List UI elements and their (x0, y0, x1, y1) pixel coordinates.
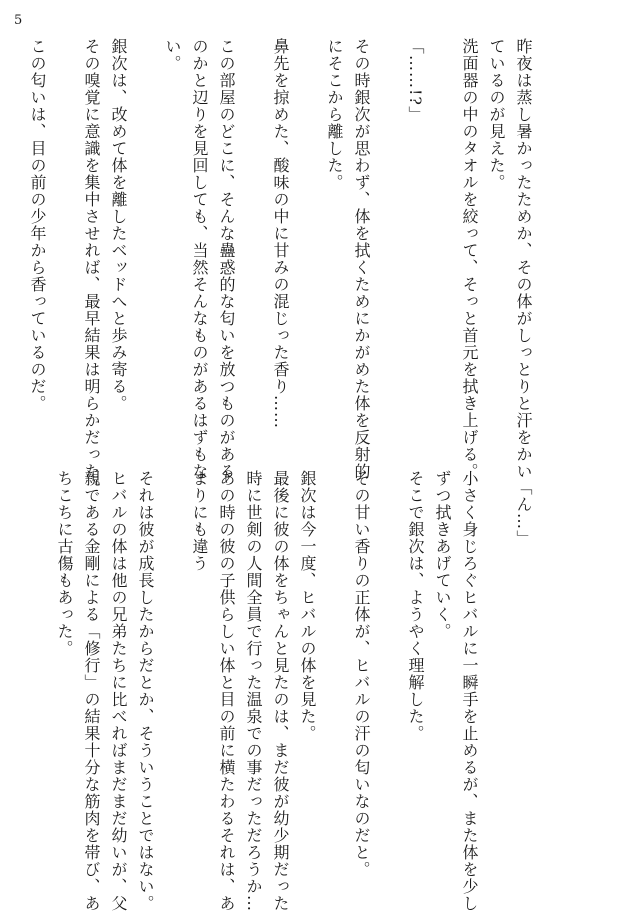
paragraph-gap (294, 38, 321, 418)
paragraph-gap (51, 38, 78, 418)
text-line: 銀次は、改めて体を離したベッドへと歩み寄る。 (109, 38, 128, 412)
text-line: あの時の彼の子供らしい体と目の前に横たわるそれは、あ (217, 470, 236, 912)
text-line: 鼻先を掠めた、酸味の中に甘みの混じった香り…… (271, 38, 290, 429)
text-line: この部屋のどこに、そんな蠱惑的な匂いを放つものがある (217, 38, 236, 480)
paragraph-gap (0, 38, 24, 418)
text-line: その時銀次が思わず、体を拭くためにかがめた体を反射的 (352, 38, 371, 480)
paragraph-gap (375, 470, 402, 855)
text-line: 親である金剛による「修行」の結果十分な筋肉を帯び、あ (82, 470, 101, 912)
text-line: 最後に彼の体をちゃんと見たのは、まだ彼が幼少期だった (271, 470, 290, 912)
text-line: それは彼が成長したからだとか、そういうことではない。 (136, 470, 155, 912)
page-number: 5 (14, 13, 23, 28)
text-line: 昨夜は蒸し暑かったためか、その体がしっとりと汗をかい (514, 38, 533, 480)
text-line: 洗面器の中のタオルを絞って、そっと首元を拭き上げる。 (460, 38, 479, 480)
text-block-upper (0, 38, 537, 497)
text-line: にそこから離した。 (325, 38, 344, 191)
paragraph-gap (132, 38, 159, 418)
text-line: 小さく身じろぐヒバルに一瞬手を止めるが、また体を少し (460, 470, 479, 912)
text-line: そこで銀次は、ようやく理解した。 (406, 470, 425, 742)
text-line: 「……!?」 (406, 38, 425, 124)
text-line: その嗅覚に意識を集中させれば、最早結果は明らかだった。 (82, 38, 101, 497)
paragraph-gap (375, 38, 402, 418)
text-line: のかと辺りを見回しても、当然そんなものがあるはずもな (190, 38, 209, 480)
text-line: ているのが見えた。 (487, 38, 506, 191)
text-line: ちこちに古傷もあった。 (55, 470, 74, 657)
paragraph-gap (240, 38, 267, 418)
text-line: その甘い香りの正体が、ヒバルの汗の匂いなのだと。 (352, 470, 371, 878)
text-line: ヒバルの体は他の兄弟たちに比べればまだまだ幼いが、父 (109, 470, 128, 912)
text-block-lower (51, 470, 537, 912)
text-line: い。 (163, 38, 182, 72)
text-line: ずつ拭きあげていく。 (433, 470, 452, 640)
text-line: この匂いは、目の前の少年から香っているのだ。 (28, 38, 47, 412)
text-line: 「ん…」 (514, 470, 533, 547)
text-line: まりにも違う (190, 470, 209, 572)
text-line: 時に世剣の人間全員で行った温泉での事だっただろうか… (244, 470, 263, 912)
paragraph-gap (321, 470, 348, 855)
paragraph-gap (483, 470, 510, 855)
text-line: 銀次は今一度、ヒバルの体を見た。 (298, 470, 317, 742)
paragraph-gap (159, 470, 186, 855)
paragraph-gap (429, 38, 456, 418)
